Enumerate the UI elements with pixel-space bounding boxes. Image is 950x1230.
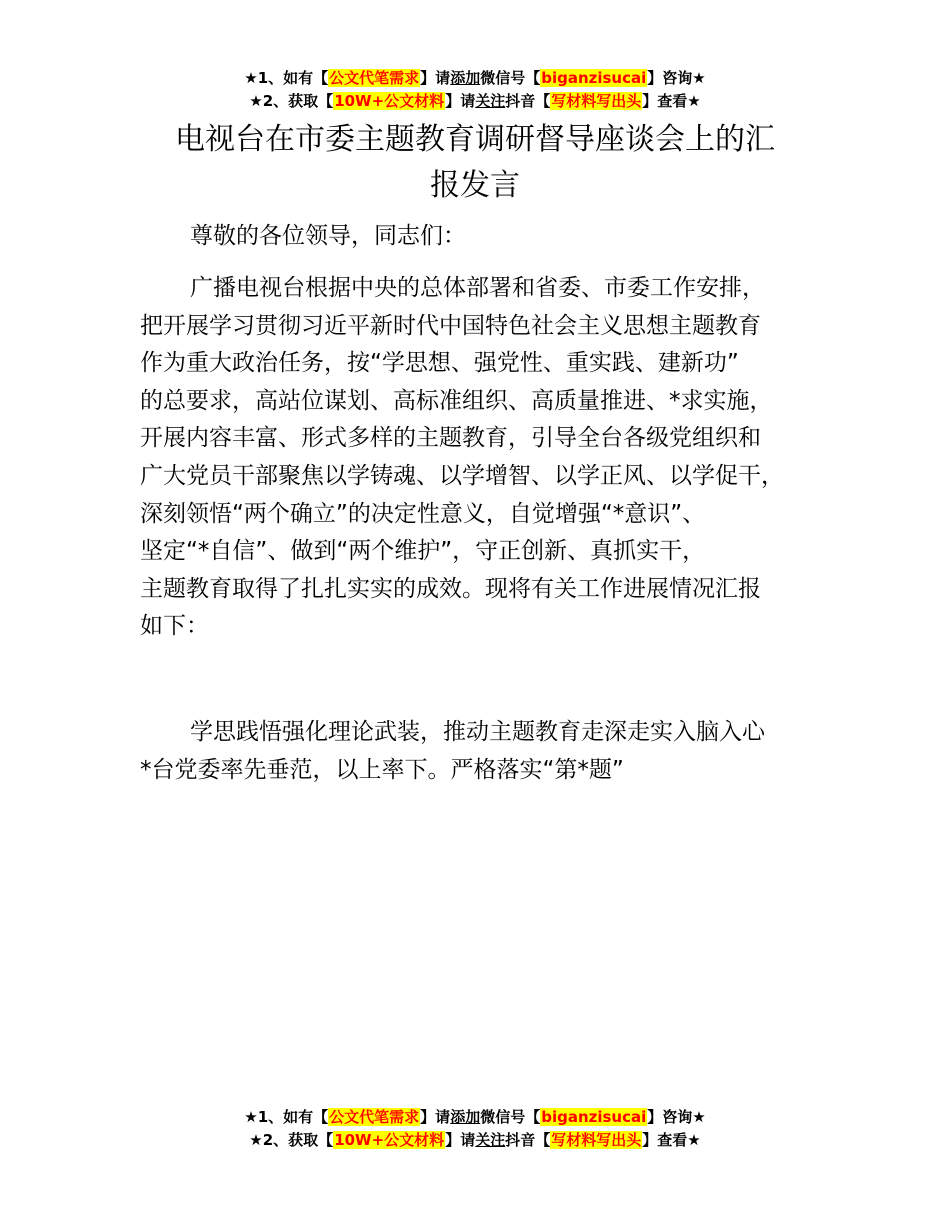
text-line: 作为重大政治任务，按“学思想、强党性、重实践、建新功”: [140, 350, 739, 377]
banner-text: 】咨询★: [647, 69, 706, 87]
banner-emphasis: 添加: [450, 69, 481, 87]
text-line: 广大党员干部聚焦以学铸魂、以学增智、以学正风、以学促干，: [140, 462, 784, 489]
text-line: 坚定“*自信”、做到“两个维护”，守正创新、真抓实干，: [140, 538, 706, 565]
banner-emphasis: 添加: [450, 1108, 481, 1126]
banner-highlight: 公文代笔需求: [329, 69, 420, 87]
salutation-text: 尊敬的各位领导，同志们：: [190, 223, 466, 249]
banner-text: ★1、如有【: [244, 69, 329, 87]
banner-text: 】请: [445, 92, 476, 110]
banner-line-2: [0, 1129, 950, 1152]
text-line: 广播电视台根据中央的总体部署和省委、市委工作安排，: [190, 275, 765, 301]
banner-highlight: 写材料写出头: [551, 92, 642, 110]
document-title: [140, 117, 810, 209]
text-line: 深刻领悟“两个确立”的决定性意义，自觉增强“*意识”、: [140, 500, 706, 527]
text-line: 学思践悟强化理论武装，推动主题教育走深走实入脑入心: [190, 719, 765, 745]
banner-highlight: biganzisucai: [541, 1108, 647, 1126]
banner-text: 】请: [420, 69, 451, 87]
title-line: 电视台在市委主题教育调研督导座谈会上的汇: [175, 122, 775, 157]
text-line: 把开展学习贯彻习近平新时代中国特色社会主义思想主题教育: [140, 312, 761, 339]
banner-highlight: 10W+公文材料: [334, 1131, 445, 1149]
banner-line-1: [0, 1106, 950, 1129]
banner-text: ★1、如有【: [244, 1108, 329, 1126]
banner-emphasis: 关注: [475, 92, 506, 110]
banner-text: 抖音【: [505, 92, 551, 110]
banner-line-1: [0, 67, 950, 90]
header-banner: [0, 67, 950, 113]
banner-text: ★2、获取【: [249, 92, 334, 110]
text-line: 的总要求，高站位谋划、高标准组织、高质量推进、*求实施，: [140, 387, 773, 414]
text-line: 如下：: [140, 613, 209, 640]
banner-text: 微信号【: [480, 69, 541, 87]
banner-text: 】请: [445, 1131, 476, 1149]
text-line: 开展内容丰富、形式多样的主题教育，引导全台各级党组织和: [140, 425, 761, 452]
banner-text: 】咨询★: [647, 1108, 706, 1126]
banner-line-2: [0, 90, 950, 113]
banner-highlight: 10W+公文材料: [334, 92, 445, 110]
footer-banner: [0, 1106, 950, 1152]
salutation: [140, 218, 840, 256]
paragraph-2: [140, 714, 840, 789]
banner-highlight: 写材料写出头: [551, 1131, 642, 1149]
title-line: 报发言: [430, 168, 520, 203]
banner-text: 】查看★: [642, 92, 701, 110]
banner-text: 】查看★: [642, 1131, 701, 1149]
banner-highlight: biganzisucai: [541, 69, 647, 87]
paragraph-1: [140, 270, 840, 646]
text-line: *台党委率先垂范，以上率下。严格落实“第*题”: [140, 756, 624, 783]
banner-emphasis: 关注: [475, 1131, 506, 1149]
banner-text: ★2、获取【: [249, 1131, 334, 1149]
banner-highlight: 公文代笔需求: [329, 1108, 420, 1126]
text-line: 主题教育取得了扎扎实实的成效。现将有关工作进展情况汇报: [140, 575, 761, 602]
banner-text: 抖音【: [505, 1131, 551, 1149]
banner-text: 微信号【: [480, 1108, 541, 1126]
banner-text: 】请: [420, 1108, 451, 1126]
